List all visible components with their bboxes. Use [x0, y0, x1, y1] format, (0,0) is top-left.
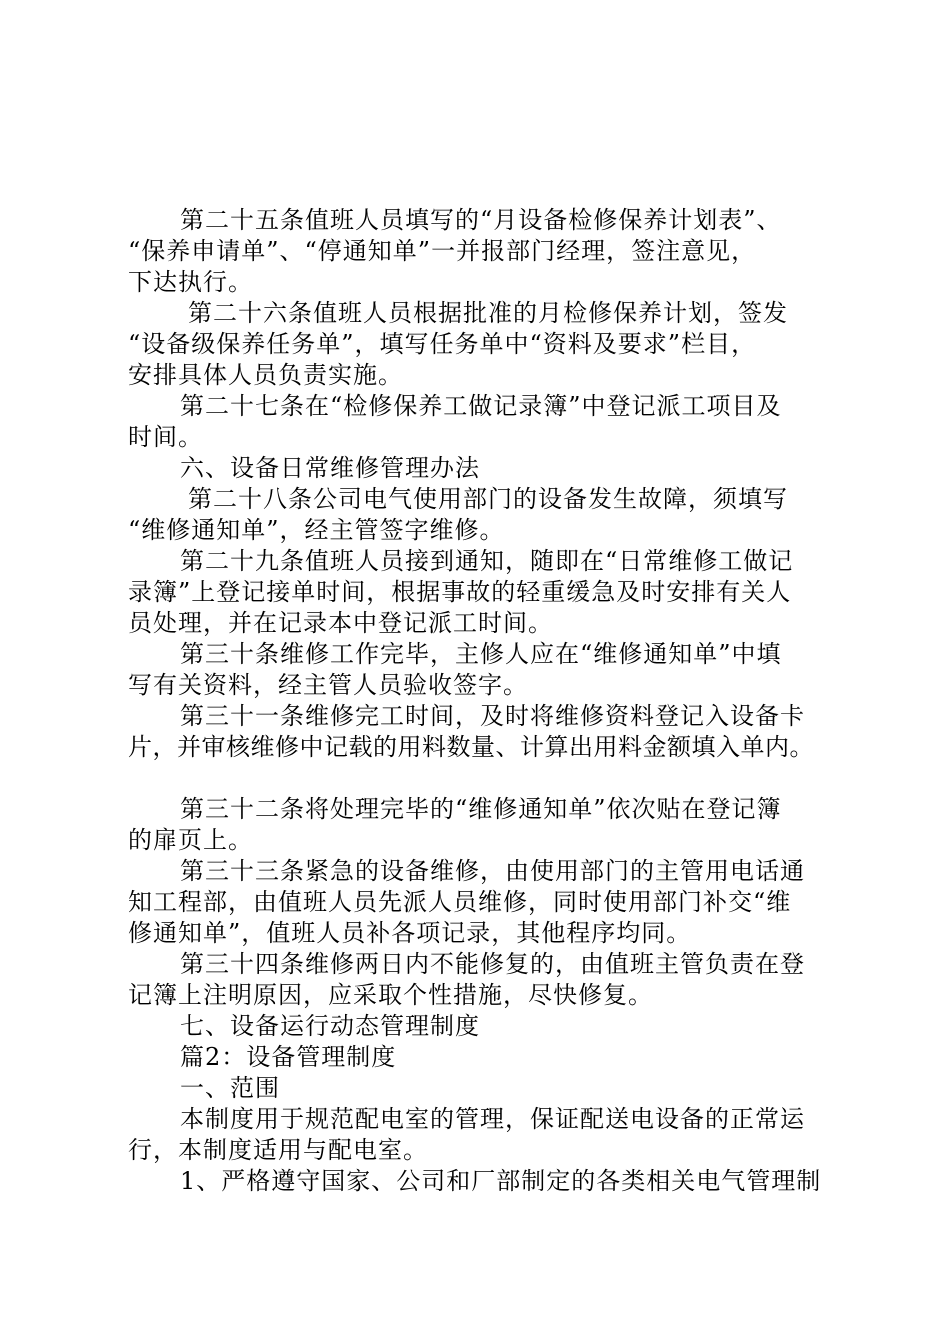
paragraph-line: 安排具体人员负责实施。 — [128, 361, 403, 389]
paragraph-line: 知工程部，由值班人员先派人员维修，同时使用部门补交“维 — [128, 888, 792, 916]
paragraph-line: 员处理，并在记录本中登记派工时间。 — [128, 609, 553, 637]
paragraph-line: “设备级保养任务单”，填写任务单中“资料及要求”栏目， — [128, 330, 757, 358]
paragraph-line: 写有关资料，经主管人员验收签字。 — [128, 671, 528, 699]
paragraph-line: “维修通知单”，经主管签字维修。 — [128, 516, 505, 544]
paragraph-line: 第二十五条值班人员填写的“月设备检修保养计划表”、 — [180, 206, 782, 234]
paragraph-line: 第三十一条维修完工时间，及时将维修资料登记入设备卡 — [180, 702, 805, 730]
paragraph-line: 第二十九条值班人员接到通知，随即在“日常维修工做记 — [180, 547, 794, 575]
paragraph-line: 录簿”上登记接单时间，根据事故的轻重缓急及时安排有关人 — [128, 578, 792, 606]
paragraph-line: 第二十七条在“检修保养工做记录簿”中登记派工项目及 — [180, 392, 782, 420]
paragraph-line: 第二十八条公司电气使用部门的设备发生故障，须填写 — [188, 485, 788, 513]
paragraph-line: “保养申请单”、“停通知单”一并报部门经理，签注意见， — [128, 237, 757, 265]
chapter-heading: 篇2：设备管理制度 — [180, 1043, 397, 1071]
paragraph-line: 时间。 — [128, 423, 203, 451]
paragraph-line: 第二十六条值班人员根据批准的月检修保养计划，签发 — [188, 299, 788, 327]
paragraph-line: 第三十条维修工作完毕，主修人应在“维修通知单”中填 — [180, 640, 782, 668]
paragraph-line: 下达执行。 — [128, 268, 253, 296]
paragraph-line: 修通知单”，值班人员补各项记录，其他程序均同。 — [128, 919, 692, 947]
document-body — [128, 205, 848, 1197]
section-heading: 六、设备日常维修管理办法 — [180, 454, 480, 482]
paragraph-line: 本制度用于规范配电室的管理，保证配送电设备的正常运 — [180, 1105, 805, 1133]
paragraph-line: 片，并审核维修中记载的用料数量、计算出用料金额填入单内。 — [128, 733, 814, 761]
paragraph-line: 第三十四条维修两日内不能修复的，由值班主管负责在登 — [180, 950, 805, 978]
paragraph-line: 的扉页上。 — [128, 826, 253, 854]
section-heading: 七、设备运行动态管理制度 — [180, 1012, 480, 1040]
blank-line — [128, 763, 848, 794]
paragraph-line: 第三十三条紧急的设备维修，由使用部门的主管用电话通 — [180, 857, 805, 885]
paragraph-line: 1、严格遵守国家、公司和厂部制定的各类相关电气管理制 — [180, 1167, 822, 1195]
paragraph-line: 行，本制度适用与配电室。 — [128, 1136, 428, 1164]
section-heading: 一、范围 — [180, 1074, 280, 1102]
paragraph-line: 记簿上注明原因，应采取个性措施，尽快修复。 — [128, 981, 653, 1009]
paragraph-line: 第三十二条将处理完毕的“维修通知单”依次贴在登记簿 — [180, 795, 782, 823]
